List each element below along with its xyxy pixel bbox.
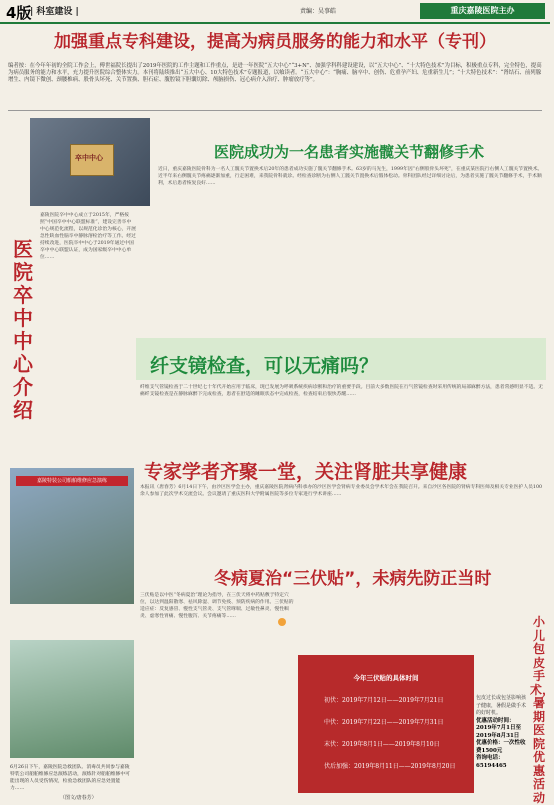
schedule-row: 初伏：2019年7月12日——2019年7月21日 [324, 697, 444, 704]
bronchoscopy-article: 纤维支气管镜检查于二十世纪七十年代开始应用于临床，现已发展为呼吸系统疾病诊断和治疗的重要手段。目前大多数医院在行气管镜检查时采用传统的局部麻醉方法，患者常感明显不适。无痛纤支镜检查是在静脉麻醉下完成检查，患者在舒适的睡眠状态中完成检查，检查结束后很快苏醒…… [140, 385, 543, 397]
divider [8, 110, 542, 111]
schedule-row: 中伏：2019年7月22日——2019年7月31日 [324, 719, 444, 726]
plaque [70, 144, 114, 176]
schedule-row: 末伏：2019年8月1日——2019年8月10日 [324, 741, 440, 748]
stroke-center-title: 医院卒中中心介绍 [13, 237, 33, 422]
kidney-forum-title: 专家学者齐聚一堂，关注肾脏共享健康 [144, 461, 468, 483]
circumcision-ad [476, 695, 528, 770]
drill-photo [10, 468, 134, 604]
ad-price: 优惠价格：一次性收费1500元 [476, 740, 526, 754]
brand-banner: 重庆嘉陵医院主办 [420, 3, 545, 19]
summer-treatment-title: 冬病夏治“三伏贴”，未病先防正当时 [214, 569, 492, 589]
ad-period: 优惠活动时间：2019年7月1日至2019年8月31日 [476, 717, 521, 739]
summer-treatment-article: 三伏贴是以中医“冬病夏治”理论为指导，在三伏天将中药贴敷于特定穴位，以达到温阳散寒、祛风除湿、调节免疫、预防疾病的作用。三伏贴的适应症：反复感冒、慢性支气管炎、支气管哮喘、过敏性鼻炎、慢性咽炎、虚寒性胃痛、慢性腹泻、关节疼痛等…… [140, 593, 294, 619]
page-number: 4版 [6, 4, 32, 22]
schedule-title: 今年三伏贴的具体时间 [353, 674, 419, 682]
schedule-row: 伏后加强：2019年8月11日——2019年8月20日 [324, 763, 456, 770]
kidney-forum-article: 本报讯（唐春芳）6月14日下午，由沙区医学会主办，重庆嘉陵医院肾病内科承办的沙区医学会肾病专业委员会学术年会在我院召开。来自沙区各医院的肾病专科医师及相关专业医护人员100余人参加了此次学术交流会议。会议邀请了重庆医科大学附属医院等多位专家进行学术讲座…… [140, 485, 543, 497]
stroke-center-photo [30, 118, 150, 206]
photo-caption: 6月26日下午，嘉陵医院急救团队、消毒员共同参与嘉陵特装公司船舶维修应急演练活动，演练针对船舶维修中可能出现的人员受伤情况，检验急救团队的应急处置能力…… [10, 765, 130, 791]
stroke-center-article: 嘉陵医院卒中中心成立于2015年，严格按照“中国卒中中心联盟标准”，建设完善卒中中心规范化流程，以规范化诊治为核心，开展急性缺血性脑卒中静脉溶栓治疗等工作。经过持续改进，医院卒中中心于2019年通过中国卒中中心联盟认证，成为国家级卒中中心单位…… [40, 213, 136, 260]
plaque-text: 卒中中心 [75, 153, 103, 162]
ad-text: 包皮过长或包茎影响孩子健康，暑假是做手术的好时机。 [476, 695, 527, 716]
hip-surgery-title: 医院成功为一名患者实施髋关节翻修手术 [214, 143, 485, 161]
main-headline: 加强重点专科建设，提高为病员服务的能力和水平（专刊） [54, 32, 496, 52]
photo-credit: （图文/唐春芳） [60, 795, 97, 801]
page-header [0, 0, 550, 24]
drill-banner: 嘉陵特装公司船舶维修应急演练 [16, 476, 128, 486]
drill-photo-2 [10, 640, 134, 758]
schedule-box [298, 655, 474, 793]
section-name: | 科室建设 | [30, 7, 79, 17]
circumcision-ad-title: 小儿包皮手术，暑期医院优惠活动 [530, 615, 554, 805]
editor-credit: 责编：吴事皓 [300, 8, 337, 15]
ad-phone: 咨询电话：65194465 [476, 755, 507, 769]
hip-surgery-article: 近日，重庆嘉陵医院骨科为一名人工髋关节置换术后20年的患者成功实施了髋关节翻修手术。63岁的马先生，1999年因“右侧股骨头坏死”，在重庆某医院行右侧人工髋关节置换术。近半年来右侧髋关节疼痛逐渐加重，行走困难，来我院骨科就诊。经检查诊断为右侧人工髋关节置换术后假体松动。骨科团队经过详细讨论后，为患者实施了髋关节翻修手术，手术顺利，术后患者恢复良好…… [158, 167, 543, 186]
editor-note: 编者按：在今年年初的全院工作会上，傅世福院长提出了2019年医院的工作主题和工作重点，是进一年医院“五大中心”“3+N”、加强学科科建设建设，以“五大中心”、“十大特色技术”为目标，积极重点专科，完全特色，提高为病员服务的能力和水平，充力提升医院综合整体实力。本刊将陆续推出“五大中心、10大特色技术”专题报道，以飨读者。“五大中心”：“胸痛、脑卒中、创伤、危重孕产妇、危重新生儿”；“十大特色技术”：“肾结石、前列腺增生、内镜下微创、颈腰椎病、股骨头坏死、关节置换、胆石症、腹腔镜下胆囊切除、颅脑损伤、冠心病介入治疗、肿瘤放疗等”。 [8, 63, 542, 84]
bronchoscopy-title: 纤支镜检查，可以无痛吗？ [150, 355, 379, 377]
